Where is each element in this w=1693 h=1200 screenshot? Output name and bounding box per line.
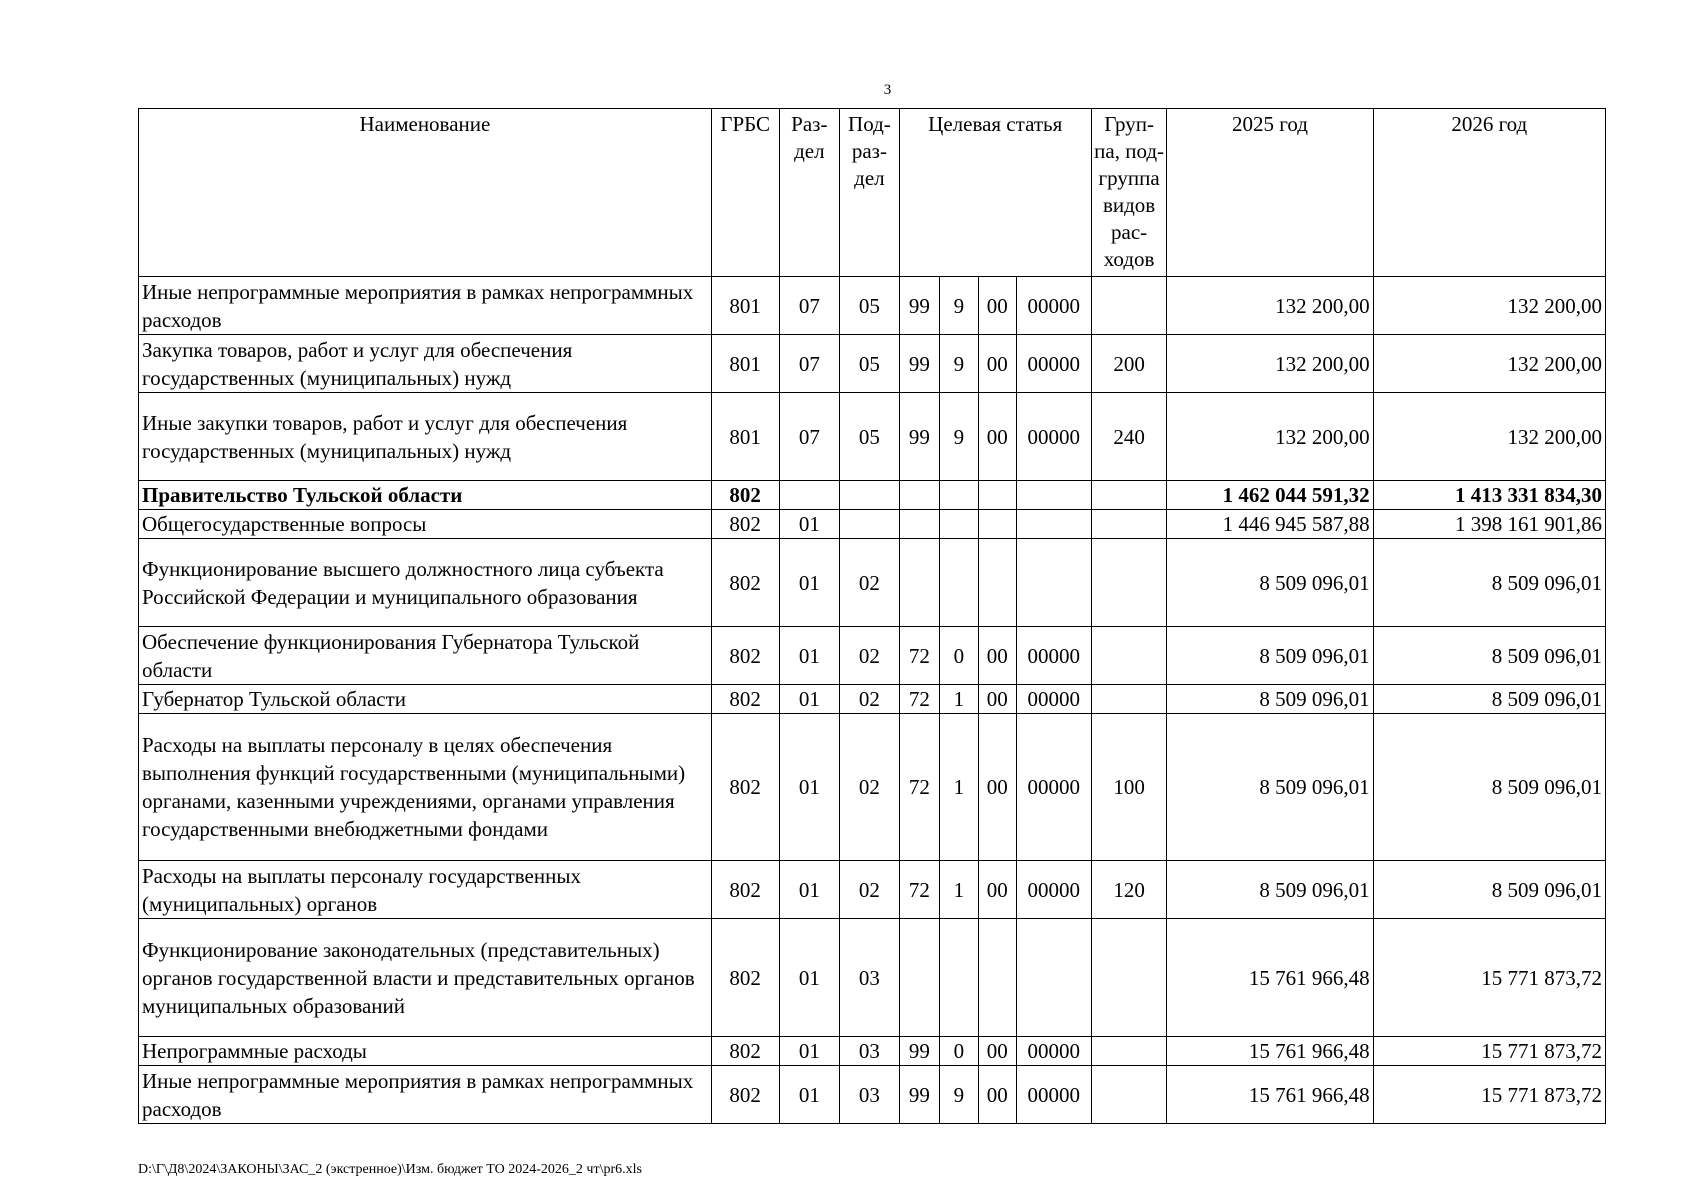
row-value-2026: 8 509 096,01 [1373, 685, 1605, 714]
header-grbs: ГРБС [711, 109, 779, 277]
row-grbs: 802 [711, 481, 779, 510]
row-target-subprogram: 0 [940, 627, 978, 685]
row-podrazdel: 03 [840, 1037, 900, 1066]
row-grbs: 801 [711, 277, 779, 335]
row-expense-group [1091, 919, 1167, 1037]
table-row [139, 919, 1606, 1037]
row-grbs: 802 [711, 539, 779, 627]
row-target-subprogram [940, 919, 978, 1037]
row-target-event: 00 [978, 393, 1016, 481]
row-value-2025: 132 200,00 [1167, 393, 1373, 481]
table-row [139, 481, 1606, 510]
row-name: Иные закупки товаров, работ и услуг для обеспечения государственных (муниципальных) нужд [139, 393, 712, 481]
row-expense-group [1091, 277, 1167, 335]
table-row [139, 277, 1606, 335]
row-target-direction: 00000 [1016, 627, 1091, 685]
row-target-event [978, 919, 1016, 1037]
row-target-event: 00 [978, 861, 1016, 919]
row-target-program: 99 [899, 393, 939, 481]
row-target-direction: 00000 [1016, 685, 1091, 714]
table-row [139, 685, 1606, 714]
row-razdel: 01 [779, 685, 840, 714]
row-target-program: 99 [899, 1066, 939, 1124]
table-row [139, 861, 1606, 919]
row-grbs: 802 [711, 861, 779, 919]
row-value-2025: 132 200,00 [1167, 277, 1373, 335]
header-expense-group: Груп- па, под- группа видов рас- ходов [1091, 109, 1167, 277]
row-target-program [899, 539, 939, 627]
row-value-2026: 15 771 873,72 [1373, 919, 1605, 1037]
row-grbs: 802 [711, 919, 779, 1037]
row-razdel [779, 481, 840, 510]
row-podrazdel: 02 [840, 539, 900, 627]
table-row [139, 627, 1606, 685]
row-target-program: 72 [899, 714, 939, 861]
row-grbs: 801 [711, 335, 779, 393]
row-value-2026: 8 509 096,01 [1373, 627, 1605, 685]
row-target-direction: 00000 [1016, 1037, 1091, 1066]
row-target-subprogram: 9 [940, 1066, 978, 1124]
row-value-2026: 132 200,00 [1373, 335, 1605, 393]
row-value-2026: 8 509 096,01 [1373, 539, 1605, 627]
row-podrazdel: 02 [840, 861, 900, 919]
row-target-subprogram: 9 [940, 277, 978, 335]
row-target-subprogram: 1 [940, 861, 978, 919]
row-razdel: 01 [779, 861, 840, 919]
row-razdel: 01 [779, 714, 840, 861]
row-podrazdel: 03 [840, 1066, 900, 1124]
row-podrazdel: 05 [840, 277, 900, 335]
row-target-subprogram: 1 [940, 714, 978, 861]
row-name: Функционирование законодательных (представительных) органов государственной власти и представительных органов муниципальных образований [139, 919, 712, 1037]
row-target-direction [1016, 539, 1091, 627]
row-name: Правительство Тульской области [139, 481, 712, 510]
row-target-program: 72 [899, 685, 939, 714]
row-target-program: 72 [899, 861, 939, 919]
row-grbs: 802 [711, 714, 779, 861]
row-target-program [899, 481, 939, 510]
row-name: Закупка товаров, работ и услуг для обеспечения государственных (муниципальных) нужд [139, 335, 712, 393]
row-value-2026: 8 509 096,01 [1373, 861, 1605, 919]
row-target-program: 72 [899, 627, 939, 685]
row-grbs: 802 [711, 1066, 779, 1124]
row-target-program: 99 [899, 335, 939, 393]
row-target-event: 00 [978, 335, 1016, 393]
row-value-2025: 15 761 966,48 [1167, 919, 1373, 1037]
row-target-direction [1016, 481, 1091, 510]
row-target-event [978, 539, 1016, 627]
row-name: Расходы на выплаты персоналу в целях обеспечения выполнения функций государственными (муниципальными) органами, казенными учреждениями, органами управления государственными внебюджетными фондами [139, 714, 712, 861]
row-name: Функционирование высшего должностного лица субъекта Российской Федерации и муниципального образования [139, 539, 712, 627]
row-value-2025: 8 509 096,01 [1167, 714, 1373, 861]
row-target-subprogram [940, 510, 978, 539]
row-target-event [978, 510, 1016, 539]
row-target-direction [1016, 510, 1091, 539]
row-target-subprogram: 9 [940, 393, 978, 481]
row-razdel: 07 [779, 393, 840, 481]
row-target-direction [1016, 919, 1091, 1037]
row-expense-group [1091, 1066, 1167, 1124]
row-razdel: 01 [779, 627, 840, 685]
row-target-program [899, 919, 939, 1037]
row-podrazdel: 02 [840, 714, 900, 861]
row-target-direction: 00000 [1016, 1066, 1091, 1124]
row-target-event [978, 481, 1016, 510]
row-podrazdel: 02 [840, 685, 900, 714]
row-value-2026: 1 398 161 901,86 [1373, 510, 1605, 539]
budget-table [138, 108, 1606, 1124]
row-value-2026: 132 200,00 [1373, 393, 1605, 481]
row-value-2025: 8 509 096,01 [1167, 627, 1373, 685]
row-expense-group: 200 [1091, 335, 1167, 393]
table-row [139, 539, 1606, 627]
row-value-2025: 15 761 966,48 [1167, 1066, 1373, 1124]
row-value-2026: 15 771 873,72 [1373, 1066, 1605, 1124]
row-value-2025: 8 509 096,01 [1167, 861, 1373, 919]
row-name: Иные непрограммные мероприятия в рамках непрограммных расходов [139, 1066, 712, 1124]
row-value-2026: 8 509 096,01 [1373, 714, 1605, 861]
header-name: Наименование [139, 109, 712, 277]
row-target-direction: 00000 [1016, 861, 1091, 919]
row-podrazdel [840, 510, 900, 539]
row-expense-group [1091, 510, 1167, 539]
row-target-event: 00 [978, 627, 1016, 685]
row-target-direction: 00000 [1016, 335, 1091, 393]
row-value-2025: 8 509 096,01 [1167, 539, 1373, 627]
row-expense-group: 100 [1091, 714, 1167, 861]
row-razdel: 01 [779, 1037, 840, 1066]
row-target-event: 00 [978, 1037, 1016, 1066]
row-expense-group [1091, 685, 1167, 714]
row-target-direction: 00000 [1016, 714, 1091, 861]
row-grbs: 802 [711, 510, 779, 539]
header-razdel: Раз- дел [779, 109, 840, 277]
row-target-event: 00 [978, 1066, 1016, 1124]
row-name: Общегосударственные вопросы [139, 510, 712, 539]
row-grbs: 801 [711, 393, 779, 481]
row-value-2025: 1 462 044 591,32 [1167, 481, 1373, 510]
row-target-subprogram [940, 481, 978, 510]
row-value-2026: 15 771 873,72 [1373, 1037, 1605, 1066]
row-value-2025: 1 446 945 587,88 [1167, 510, 1373, 539]
row-expense-group: 240 [1091, 393, 1167, 481]
table-row [139, 714, 1606, 861]
row-podrazdel: 05 [840, 335, 900, 393]
row-target-program: 99 [899, 1037, 939, 1066]
row-name: Обеспечение функционирования Губернатора Тульской области [139, 627, 712, 685]
row-name: Непрограммные расходы [139, 1037, 712, 1066]
row-target-direction: 00000 [1016, 393, 1091, 481]
file-path-footer: D:\Г\Д8\2024\ЗАКОНЫ\ЗАС_2 (экстренное)\Изм. бюджет ТО 2024-2026_2 чт\pr6.xls [138, 1162, 642, 1177]
row-razdel: 07 [779, 335, 840, 393]
header-target-article: Целевая статья [899, 109, 1091, 277]
row-razdel: 01 [779, 510, 840, 539]
header-podrazdel: Под- раз- дел [840, 109, 900, 277]
row-expense-group [1091, 627, 1167, 685]
row-razdel: 01 [779, 1066, 840, 1124]
table-row [139, 510, 1606, 539]
row-name: Иные непрограммные мероприятия в рамках непрограммных расходов [139, 277, 712, 335]
row-target-program: 99 [899, 277, 939, 335]
row-value-2025: 132 200,00 [1167, 335, 1373, 393]
row-expense-group: 120 [1091, 861, 1167, 919]
row-target-subprogram: 9 [940, 335, 978, 393]
row-target-event: 00 [978, 277, 1016, 335]
row-target-event: 00 [978, 685, 1016, 714]
row-target-program [899, 510, 939, 539]
row-target-subprogram: 1 [940, 685, 978, 714]
row-podrazdel [840, 481, 900, 510]
table-row [139, 393, 1606, 481]
row-name: Губернатор Тульской области [139, 685, 712, 714]
row-podrazdel: 05 [840, 393, 900, 481]
row-grbs: 802 [711, 627, 779, 685]
table-row [139, 335, 1606, 393]
page-number: 3 [883, 82, 892, 98]
row-target-subprogram [940, 539, 978, 627]
header-year-2026: 2026 год [1373, 109, 1605, 277]
row-name: Расходы на выплаты персоналу государственных (муниципальных) органов [139, 861, 712, 919]
row-razdel: 07 [779, 277, 840, 335]
row-target-subprogram: 0 [940, 1037, 978, 1066]
row-expense-group [1091, 1037, 1167, 1066]
row-value-2026: 1 413 331 834,30 [1373, 481, 1605, 510]
row-target-direction: 00000 [1016, 277, 1091, 335]
row-value-2025: 15 761 966,48 [1167, 1037, 1373, 1066]
table-header-row [139, 109, 1606, 277]
row-expense-group [1091, 481, 1167, 510]
row-value-2026: 132 200,00 [1373, 277, 1605, 335]
header-year-2025: 2025 год [1167, 109, 1373, 277]
row-razdel: 01 [779, 539, 840, 627]
table-body [139, 277, 1606, 1124]
row-podrazdel: 03 [840, 919, 900, 1037]
row-target-event: 00 [978, 714, 1016, 861]
table-row [139, 1066, 1606, 1124]
row-value-2025: 8 509 096,01 [1167, 685, 1373, 714]
row-grbs: 802 [711, 1037, 779, 1066]
row-expense-group [1091, 539, 1167, 627]
table-row [139, 1037, 1606, 1066]
row-podrazdel: 02 [840, 627, 900, 685]
row-razdel: 01 [779, 919, 840, 1037]
row-grbs: 802 [711, 685, 779, 714]
